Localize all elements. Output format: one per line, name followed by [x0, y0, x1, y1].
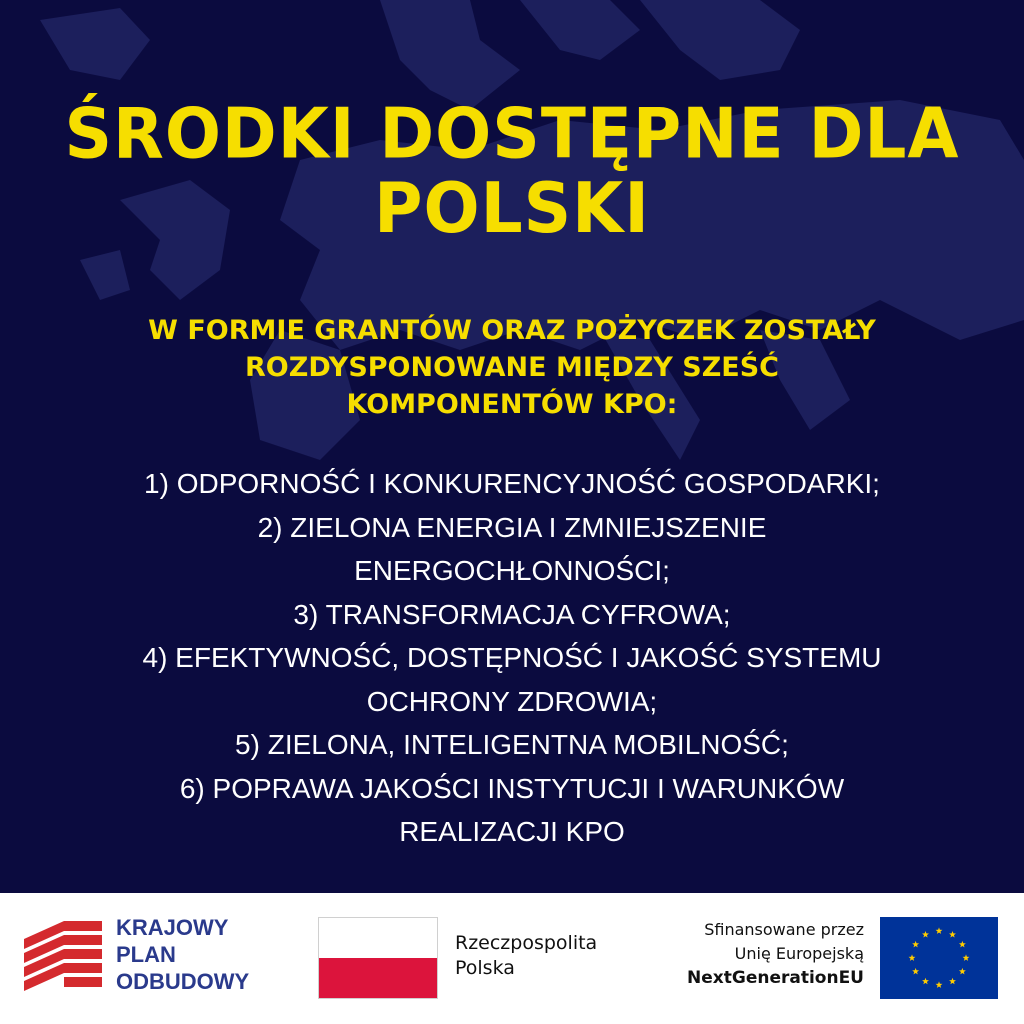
- poland-logo-line: Polska: [455, 957, 515, 979]
- component-line: OCHRONY ZDROWIA;: [366, 685, 658, 717]
- kpo-logo-line: KRAJOWY: [116, 915, 229, 940]
- component-line: 5) ZIELONA, INTELIGENTNA MOBILNOŚĆ;: [235, 729, 789, 760]
- subtitle: [100, 312, 924, 423]
- poland-logo-line: Rzeczpospolita: [455, 932, 598, 954]
- eu-funding-line: Sfinansowane przez: [704, 920, 864, 939]
- subtitle-line: KOMPONENTÓW KPO:: [346, 389, 678, 420]
- kpo-logo-icon: [24, 917, 104, 999]
- component-line: 6) POPRAWA JAKOŚCI INSTYTUCJI I WARUNKÓW: [179, 772, 845, 804]
- eu-flag-icon: [880, 917, 998, 999]
- subtitle-line: ROZDYSPONOWANE MIĘDZY SZEŚĆ: [245, 352, 779, 383]
- page-title: ŚRODKI DOSTĘPNE DLA POLSKI: [64, 93, 960, 249]
- component-line: REALIZACJI KPO: [399, 816, 625, 847]
- kpo-logo-line: PLAN: [116, 942, 176, 967]
- kpo-logo-text: [116, 914, 249, 995]
- component-line: 2) ZIELONA ENERGIA I ZMNIEJSZENIE: [257, 511, 767, 543]
- components-list: [60, 462, 964, 854]
- component-line: 4) EFEKTYWNOŚĆ, DOSTĘPNOŚĆ I JAKOŚĆ SYSTEMU: [142, 642, 882, 673]
- subtitle-line: W FORMIE GRANTÓW ORAZ POŻYCZEK ZOSTAŁY: [148, 315, 876, 346]
- polish-flag-icon: [318, 917, 438, 999]
- component-line: ENERGOCHŁONNOŚCI;: [354, 555, 670, 586]
- kpo-logo-line: ODBUDOWY: [116, 969, 250, 994]
- eu-funding-line: Unię Europejską: [734, 944, 864, 963]
- eu-funding-program: NextGenerationEU: [687, 968, 864, 988]
- component-line: 3) TRANSFORMACJA CYFROWA;: [293, 598, 731, 630]
- eu-funding-text: [687, 918, 864, 990]
- component-line: 1) ODPORNOŚĆ I KONKURENCYJNOŚĆ GOSPODARKI;: [144, 468, 880, 499]
- poland-logo-text: [455, 931, 597, 981]
